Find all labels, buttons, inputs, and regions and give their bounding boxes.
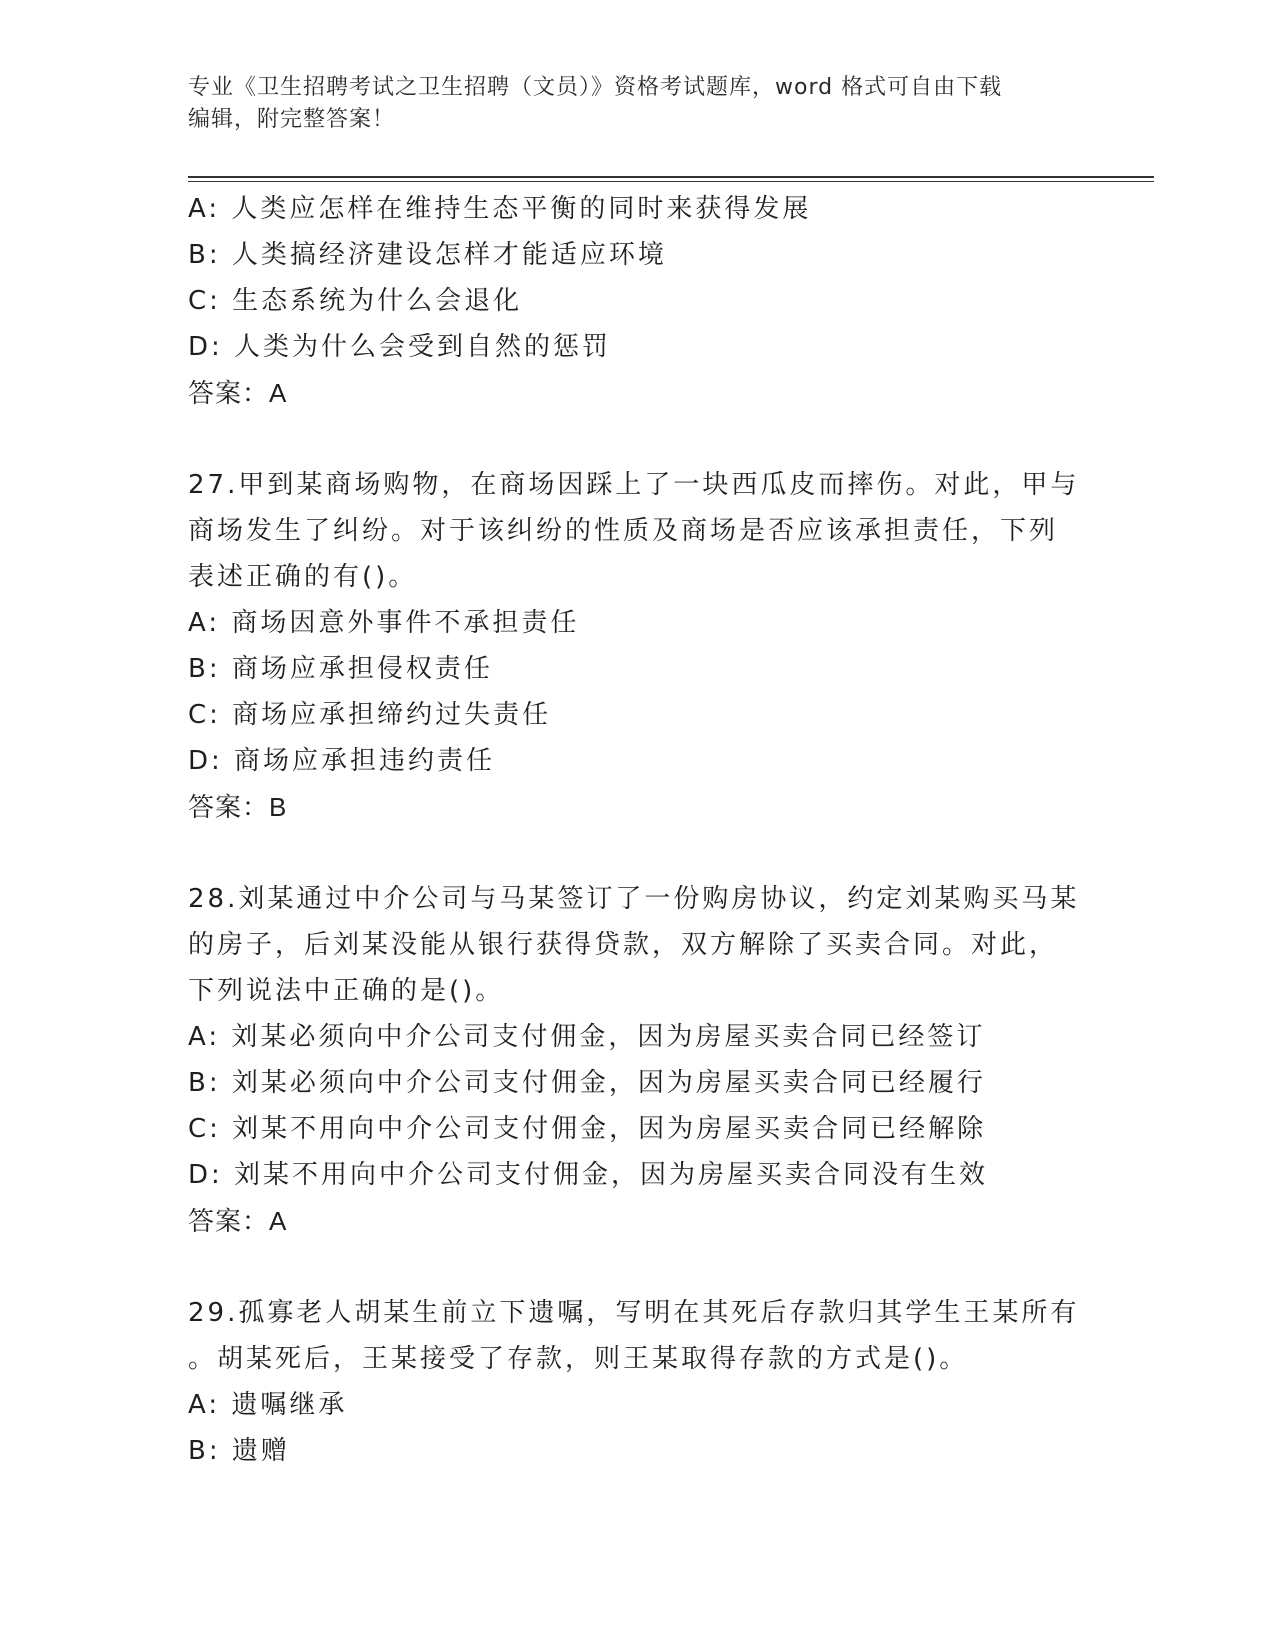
option-b: B: 刘某必须向中介公司支付佣金，因为房屋买卖合同已经履行	[188, 1068, 986, 1098]
question-stem-line: 27.甲到某商场购物，在商场因踩上了一块西瓜皮而摔伤。对此，甲与	[188, 470, 1080, 500]
option-a: A: 商场因意外事件不承担责任	[188, 608, 580, 638]
question-26-block	[188, 186, 1088, 416]
header-line-1: 专业《卫生招聘考试之卫生招聘（文员）》资格考试题库，word 格式可自由下载	[188, 75, 1003, 100]
option-c: C: 刘某不用向中介公司支付佣金，因为房屋买卖合同已经解除	[188, 1114, 987, 1144]
question-stem-line: 的房子，后刘某没能从银行获得贷款，双方解除了买卖合同。对此，	[188, 930, 1059, 960]
option-c: C: 商场应承担缔约过失责任	[188, 700, 552, 730]
question-stem-line: 28.刘某通过中介公司与马某签订了一份购房协议，约定刘某购买马某	[188, 884, 1080, 914]
option-a: A: 刘某必须向中介公司支付佣金，因为房屋买卖合同已经签订	[188, 1022, 986, 1052]
spacer	[188, 1244, 1088, 1290]
answer-label: 答案：A	[188, 378, 288, 408]
header-line-2: 编辑，附完整答案！	[188, 107, 396, 132]
question-28-block	[188, 876, 1088, 1244]
answer-label: 答案：A	[188, 1206, 288, 1236]
question-29-block	[188, 1290, 1088, 1474]
header-divider-thin	[188, 181, 1154, 182]
answer-label: 答案：B	[188, 792, 288, 822]
question-list	[188, 186, 1088, 1474]
question-27-block	[188, 462, 1088, 830]
spacer	[188, 416, 1088, 462]
option-a: A: 遗嘱继承	[188, 1390, 348, 1420]
question-stem-line: 29.孤寡老人胡某生前立下遗嘱，写明在其死后存款归其学生王某所有	[188, 1298, 1080, 1328]
option-a: A: 人类应怎样在维持生态平衡的同时来获得发展	[188, 194, 812, 224]
option-d: D: 人类为什么会受到自然的惩罚	[188, 332, 612, 362]
question-stem-line: 下列说法中正确的是()。	[188, 976, 505, 1006]
spacer	[188, 830, 1088, 876]
document-header	[188, 72, 1068, 136]
question-stem-line: 商场发生了纠纷。对于该纠纷的性质及商场是否应该承担责任，下列	[188, 516, 1059, 546]
option-d: D: 商场应承担违约责任	[188, 746, 496, 776]
header-divider-thick	[188, 176, 1154, 178]
question-stem-line: 表述正确的有()。	[188, 562, 418, 592]
option-c: C: 生态系统为什么会退化	[188, 286, 523, 316]
option-b: B: 商场应承担侵权责任	[188, 654, 493, 684]
option-b: B: 人类搞经济建设怎样才能适应环境	[188, 240, 667, 270]
option-d: D: 刘某不用向中介公司支付佣金，因为房屋买卖合同没有生效	[188, 1160, 989, 1190]
question-stem-line: 。胡某死后，王某接受了存款，则王某取得存款的方式是()。	[188, 1344, 969, 1374]
option-b: B: 遗赠	[188, 1436, 290, 1466]
